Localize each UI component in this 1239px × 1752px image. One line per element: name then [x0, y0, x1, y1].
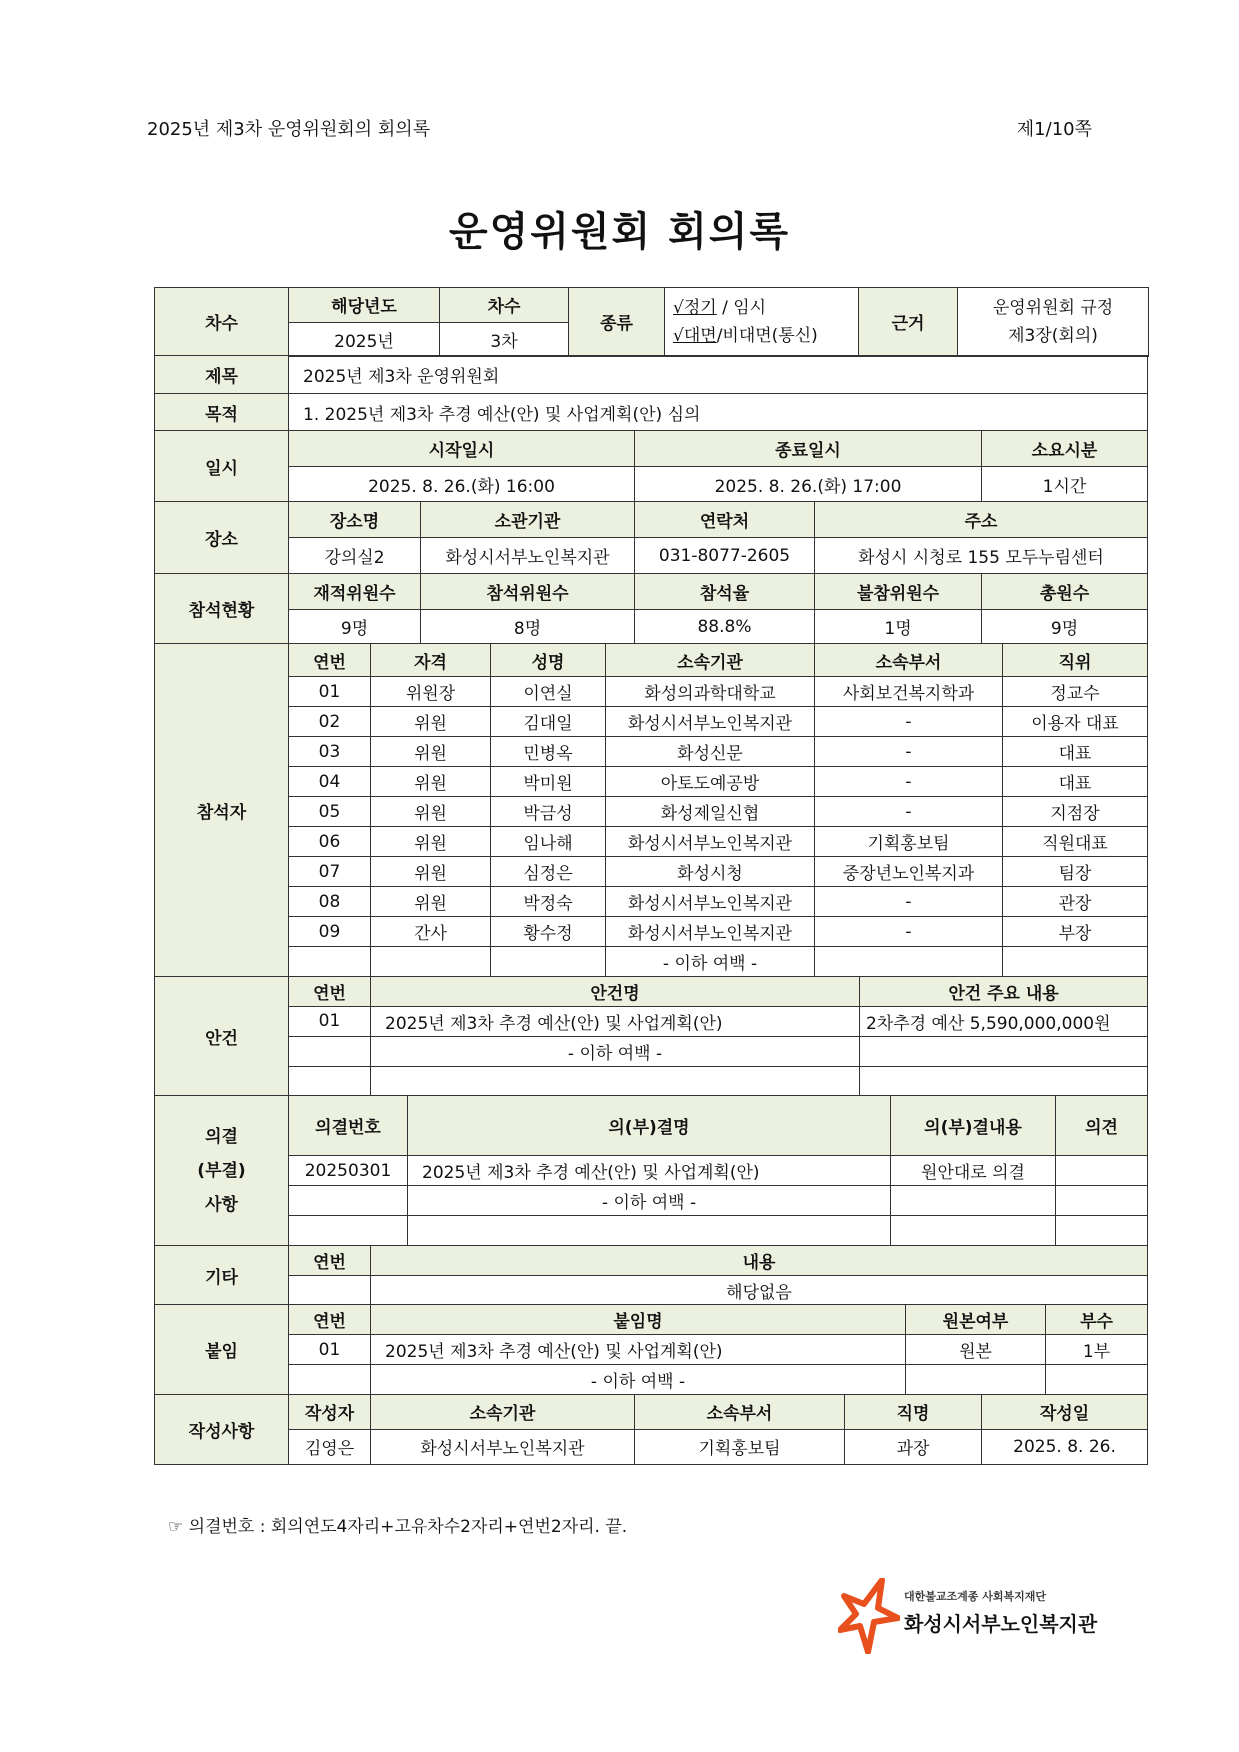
attendee-dept: 사회보건복지학과 [815, 677, 1003, 707]
etc-section [154, 1245, 1148, 1306]
resolution-header: 의(부)결명 [408, 1096, 891, 1156]
attendance-value-4: 1명 [815, 609, 982, 644]
resolution-header: 의견 [1056, 1096, 1148, 1156]
attendee-no: 05 [289, 797, 371, 827]
attendee-role: 위원 [371, 767, 491, 797]
attendee-org: 화성시서부노인복지관 [606, 827, 815, 857]
resolution-opinion [1056, 1156, 1148, 1186]
attendance-header-2: 참석위원수 [421, 573, 635, 609]
round-header: 차수 [440, 287, 569, 322]
attachments-label: 붙임 [155, 1305, 289, 1395]
agenda-section [154, 976, 1148, 1097]
author-name: 김영은 [289, 1429, 371, 1464]
subject-label: 제목 [155, 356, 289, 394]
subject-section [154, 355, 1148, 431]
attendee-role: 위원 [371, 737, 491, 767]
resolution-title: 2025년 제3차 추경 예산(안) 및 사업계획(안) [408, 1156, 891, 1186]
table-row [155, 1006, 1148, 1036]
attendee-role: 위원장 [371, 677, 491, 707]
etc-header: 내용 [371, 1245, 1148, 1275]
attachments-end-note: - 이하 여백 - [371, 1365, 906, 1395]
attendee-dept: - [815, 797, 1003, 827]
author-section [154, 1394, 1148, 1465]
attendees-header: 소속부서 [815, 644, 1003, 677]
agenda-label: 안건 [155, 976, 289, 1096]
year-header: 해당년도 [289, 287, 440, 322]
attendee-dept: - [815, 767, 1003, 797]
resolution-content: 원안대로 의결 [891, 1156, 1056, 1186]
attendee-no: 07 [289, 857, 371, 887]
attendee-position: 대표 [1003, 737, 1148, 767]
etc-value: 해당없음 [371, 1275, 1148, 1305]
author-header: 소속부서 [635, 1394, 845, 1429]
place-label: 장소 [155, 502, 289, 574]
resolution-header: 의(부)결내용 [891, 1096, 1056, 1156]
author-header: 작성일 [982, 1394, 1148, 1429]
table-row [155, 767, 1148, 797]
attachment-original: 원본 [906, 1335, 1046, 1365]
place-org-header: 소관기관 [421, 502, 635, 538]
author-org: 화성시서부노인복지관 [371, 1429, 635, 1464]
meta-section [154, 287, 1149, 357]
attachments-header: 붙임명 [371, 1305, 906, 1335]
place-addr: 화성시 시청로 155 모두누림센터 [815, 538, 1148, 574]
attendee-no: 02 [289, 707, 371, 737]
place-addr-header: 주소 [815, 502, 1148, 538]
agenda-header: 연번 [289, 976, 371, 1006]
purpose-label: 목적 [155, 394, 289, 431]
attendee-org: 화성제일신협 [606, 797, 815, 827]
star-logo-icon [838, 1578, 900, 1654]
attendees-end-note: - 이하 여백 - [606, 947, 815, 977]
attendees-section [154, 643, 1148, 977]
attendee-dept: 중장년노인복지과 [815, 857, 1003, 887]
author-header: 작성자 [289, 1394, 371, 1429]
attendance-header-1: 재적위원수 [289, 573, 421, 609]
datetime-label: 일시 [155, 430, 289, 502]
subject-value: 2025년 제3차 운영위원회 [289, 356, 1148, 394]
attachment-title: 2025년 제3차 추경 예산(안) 및 사업계획(안) [371, 1335, 906, 1365]
attendee-no: 04 [289, 767, 371, 797]
attendee-role: 위원 [371, 827, 491, 857]
attendee-no: 01 [289, 677, 371, 707]
table-row [155, 887, 1148, 917]
attendance-value-2: 8명 [421, 609, 635, 644]
resolution-label-1: 의결 [205, 1126, 238, 1147]
table-row [155, 1156, 1148, 1186]
attendee-role: 위원 [371, 887, 491, 917]
inperson-alt: /비대면(통신) [716, 325, 818, 346]
attendee-org: 화성시서부노인복지관 [606, 887, 815, 917]
attendee-name: 임나해 [491, 827, 606, 857]
basis-value [958, 287, 1149, 356]
attendee-position: 지점장 [1003, 797, 1148, 827]
attachments-section [154, 1304, 1148, 1395]
table-row [155, 707, 1148, 737]
attendee-org: 화성시청 [606, 857, 815, 887]
attendee-no: 03 [289, 737, 371, 767]
author-dept: 기획홍보팀 [635, 1429, 845, 1464]
table-row [155, 917, 1148, 947]
attendee-name: 민병옥 [491, 737, 606, 767]
table-row [155, 797, 1148, 827]
place-name: 강의실2 [289, 538, 421, 574]
attendee-position: 대표 [1003, 767, 1148, 797]
attendance-label: 참석현황 [155, 573, 289, 644]
resolution-number: 20250301 [289, 1156, 408, 1186]
attendee-role: 간사 [371, 917, 491, 947]
attendance-value-1: 9명 [289, 609, 421, 644]
author-header: 소속기관 [371, 1394, 635, 1429]
attendee-position: 정교수 [1003, 677, 1148, 707]
attendee-no: 08 [289, 887, 371, 917]
type-label: 종류 [569, 287, 665, 356]
author-title: 과장 [845, 1429, 982, 1464]
attendee-position: 팀장 [1003, 857, 1148, 887]
attendees-header: 연번 [289, 644, 371, 677]
author-date: 2025. 8. 26. [982, 1429, 1148, 1464]
etc-label: 기타 [155, 1245, 289, 1305]
agenda-no: 01 [289, 1006, 371, 1036]
duration-header: 소요시분 [982, 430, 1148, 466]
inperson-check: √대면 [673, 325, 717, 346]
author-label: 작성사항 [155, 1394, 289, 1464]
agenda-header: 안건 주요 내용 [860, 976, 1148, 1006]
attendance-value-3: 88.8% [635, 609, 815, 644]
attendees-label: 참석자 [155, 644, 289, 977]
attendee-position: 이용자 대표 [1003, 707, 1148, 737]
attendees-header: 소속기관 [606, 644, 815, 677]
attendee-role: 위원 [371, 857, 491, 887]
attendee-org: 화성신문 [606, 737, 815, 767]
attendee-position: 부장 [1003, 917, 1148, 947]
organization-logo [838, 1578, 1098, 1654]
resolution-label-3: 사항 [205, 1194, 238, 1215]
attendance-header-4: 불참위원수 [815, 573, 982, 609]
regular-alt: / 임시 [716, 297, 767, 318]
attendee-no: 06 [289, 827, 371, 857]
table-row [155, 947, 1148, 977]
attendance-header-5: 총원수 [982, 573, 1148, 609]
attendee-dept: - [815, 737, 1003, 767]
agenda-header: 안건명 [371, 976, 860, 1006]
table-row [155, 1429, 1148, 1464]
header-doc-name: 2025년 제3차 운영위원회의 회의록 [147, 119, 431, 140]
etc-header: 연번 [289, 1245, 371, 1275]
attendees-header: 성명 [491, 644, 606, 677]
round-value: 3차 [440, 322, 569, 356]
regular-check: √정기 [673, 297, 717, 318]
purpose-value: 1. 2025년 제3차 추경 예산(안) 및 사업계획(안) 심의 [289, 394, 1148, 431]
attendee-org: 화성의과학대학교 [606, 677, 815, 707]
attendees-header: 직위 [1003, 644, 1148, 677]
page-title: 운영위원회 회의록 [448, 209, 791, 255]
attendee-dept: - [815, 887, 1003, 917]
attendee-org: 화성시서부노인복지관 [606, 917, 815, 947]
attendee-name: 황수정 [491, 917, 606, 947]
attachment-copies: 1부 [1046, 1335, 1148, 1365]
attendee-name: 박금성 [491, 797, 606, 827]
attendee-dept: - [815, 917, 1003, 947]
place-org: 화성시서부노인복지관 [421, 538, 635, 574]
attendee-name: 박미원 [491, 767, 606, 797]
footnote: ☞ 의결번호 : 회의연도4자리+고유차수2자리+연번2자리. 끝. [168, 1517, 628, 1537]
end-value: 2025. 8. 26.(화) 17:00 [635, 466, 982, 502]
attendee-position: 직원대표 [1003, 827, 1148, 857]
attachments-header: 연번 [289, 1305, 371, 1335]
attendee-name: 김대일 [491, 707, 606, 737]
logo-title: 화성시서부노인복지관 [904, 1612, 1098, 1636]
resolution-header: 의결번호 [289, 1096, 408, 1156]
agenda-title: 2025년 제3차 추경 예산(안) 및 사업계획(안) [371, 1006, 860, 1036]
attendee-org: 아토도예공방 [606, 767, 815, 797]
header-page-number: 제1/10쪽 [1016, 119, 1092, 140]
attendee-dept: - [815, 707, 1003, 737]
attendance-header-3: 참석율 [635, 573, 815, 609]
meta-label: 차수 [155, 287, 289, 356]
agenda-end-note: - 이하 여백 - [371, 1036, 860, 1066]
duration-value: 1시간 [982, 466, 1148, 502]
basis-label: 근거 [859, 287, 958, 356]
attendee-org: 화성시서부노인복지관 [606, 707, 815, 737]
attendee-position: 관장 [1003, 887, 1148, 917]
meta-type-checks [665, 287, 859, 356]
attendee-name: 심정은 [491, 857, 606, 887]
year-value: 2025년 [289, 322, 440, 356]
place-section [154, 501, 1148, 574]
resolution-end-note: - 이하 여백 - [408, 1186, 891, 1216]
table-row [155, 677, 1148, 707]
table-row [155, 737, 1148, 767]
datetime-section [154, 430, 1148, 503]
attendance-section [154, 573, 1148, 645]
place-phone: 031-8077-2605 [635, 538, 815, 574]
attachments-header: 부수 [1046, 1305, 1148, 1335]
logo-subtitle: 대한불교조계종 사회복지재단 [904, 1590, 1046, 1603]
basis-line-2: 제3장(회의) [1008, 325, 1098, 346]
end-header: 종료일시 [635, 430, 982, 466]
table-row [155, 857, 1148, 887]
attendee-name: 이연실 [491, 677, 606, 707]
resolution-section [154, 1095, 1148, 1246]
basis-line-1: 운영위원회 규정 [992, 297, 1114, 318]
author-header: 직명 [845, 1394, 982, 1429]
table-row [155, 827, 1148, 857]
start-header: 시작일시 [289, 430, 635, 466]
table-row [155, 1335, 1148, 1365]
attendee-role: 위원 [371, 797, 491, 827]
start-value: 2025. 8. 26.(화) 16:00 [289, 466, 635, 502]
resolution-label [155, 1096, 289, 1246]
attendee-dept: 기획홍보팀 [815, 827, 1003, 857]
resolution-label-2: (부결) [197, 1160, 246, 1181]
attendees-header: 자격 [371, 644, 491, 677]
place-phone-header: 연락처 [635, 502, 815, 538]
place-name-header: 장소명 [289, 502, 421, 538]
attendee-name: 박정숙 [491, 887, 606, 917]
attachments-header: 원본여부 [906, 1305, 1046, 1335]
agenda-summary: 2차추경 예산 5,590,000,000원 [860, 1006, 1148, 1036]
attendance-value-5: 9명 [982, 609, 1148, 644]
minutes-form [154, 288, 1148, 1465]
attendee-role: 위원 [371, 707, 491, 737]
attendee-no: 09 [289, 917, 371, 947]
attachment-no: 01 [289, 1335, 371, 1365]
